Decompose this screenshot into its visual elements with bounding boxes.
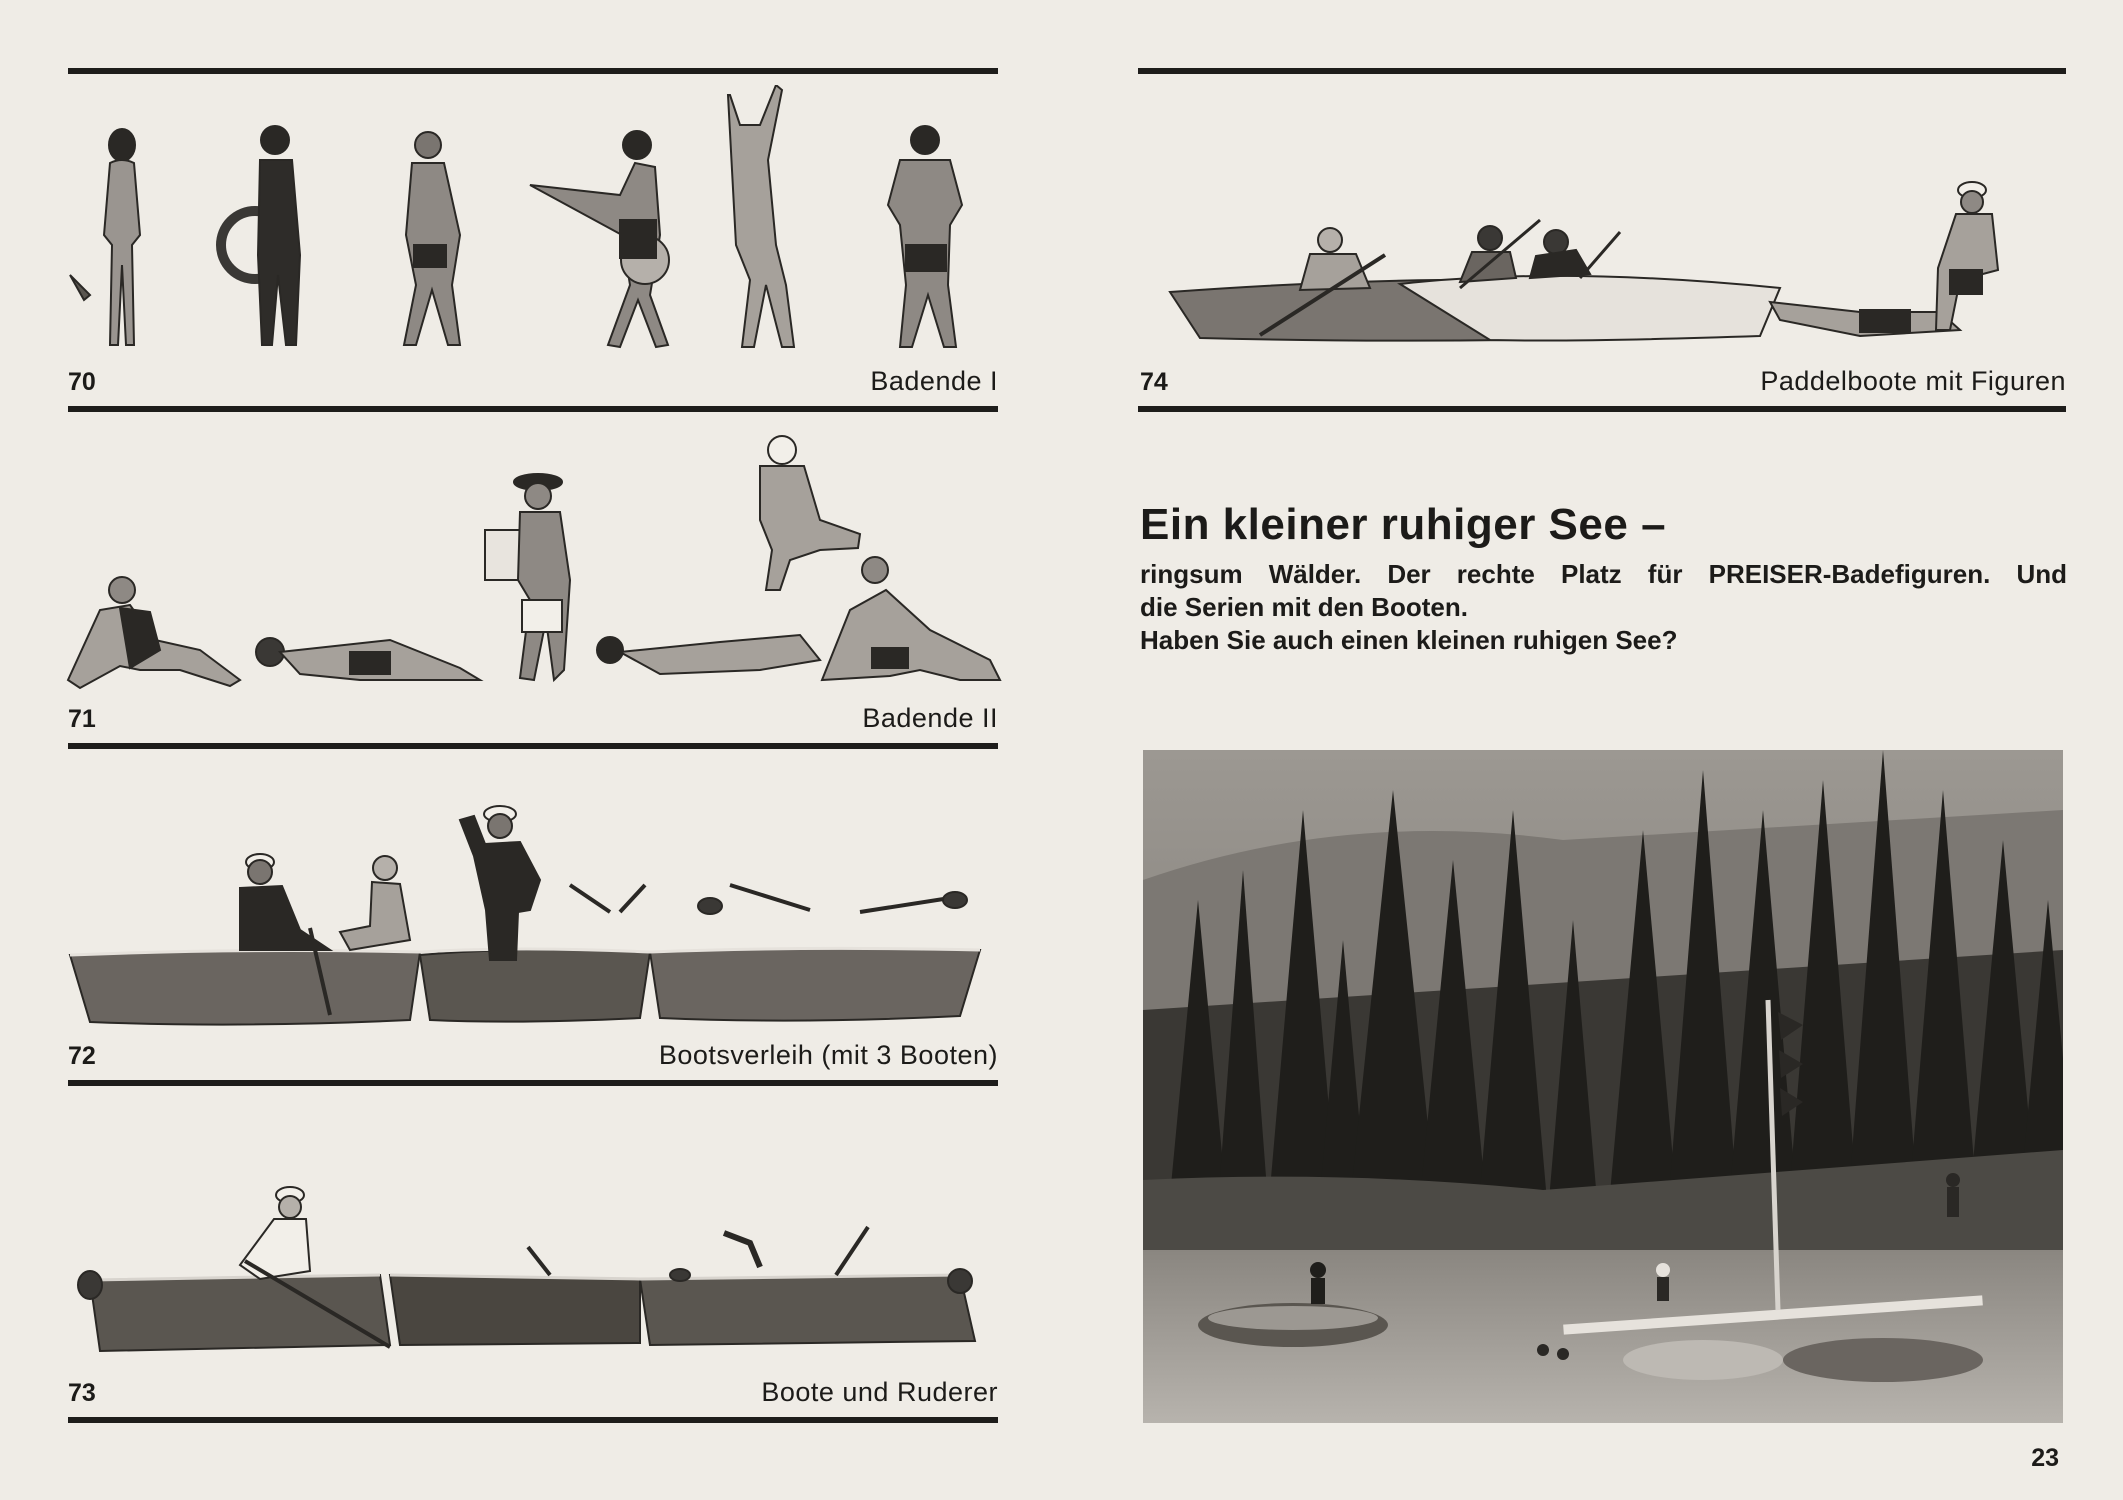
rule-bottom-left: [68, 1417, 998, 1423]
article-headline: Ein kleiner ruhiger See –: [1140, 500, 1667, 549]
figures-badende-1: [60, 85, 1020, 355]
article-line-2: die Serien mit den Booten.: [1140, 592, 1468, 622]
caption-bootsverleih: Bootsverleih (mit 3 Booten): [658, 1040, 998, 1070]
lake-photograph: [1143, 750, 2063, 1423]
rule-top-right: [1138, 68, 2066, 74]
figures-boote-und-ruderer: [60, 1175, 1020, 1365]
rule-70-71: [68, 406, 998, 412]
caption-badende-1: Badende I: [870, 366, 998, 396]
article-body: [1140, 558, 2067, 657]
item-number-72: 72: [68, 1042, 96, 1070]
item-number-70: 70: [68, 368, 96, 396]
item-number-71: 71: [68, 705, 96, 733]
rule-74-bottom: [1138, 406, 2066, 412]
caption-boote-und-ruderer: Boote und Ruderer: [761, 1377, 998, 1407]
page-number: 23: [2031, 1444, 2059, 1472]
figures-badende-2: [60, 430, 1020, 690]
figures-bootsverleih: [60, 800, 1020, 1030]
caption-paddelboote: Paddelboote mit Figuren: [1760, 366, 2066, 396]
article-line-1: ringsum Wälder. Der rechte Platz für PREISER-Badefiguren. Und: [1140, 559, 2067, 589]
rule-top-left: [68, 68, 998, 74]
caption-badende-2: Badende II: [862, 703, 998, 733]
figures-paddelboote: [1160, 170, 2040, 350]
article-line-3: Haben Sie auch einen kleinen ruhigen See?: [1140, 625, 1678, 655]
rule-71-72: [68, 743, 998, 749]
item-number-73: 73: [68, 1379, 96, 1407]
rule-72-73: [68, 1080, 998, 1086]
item-number-74: 74: [1140, 368, 1168, 396]
